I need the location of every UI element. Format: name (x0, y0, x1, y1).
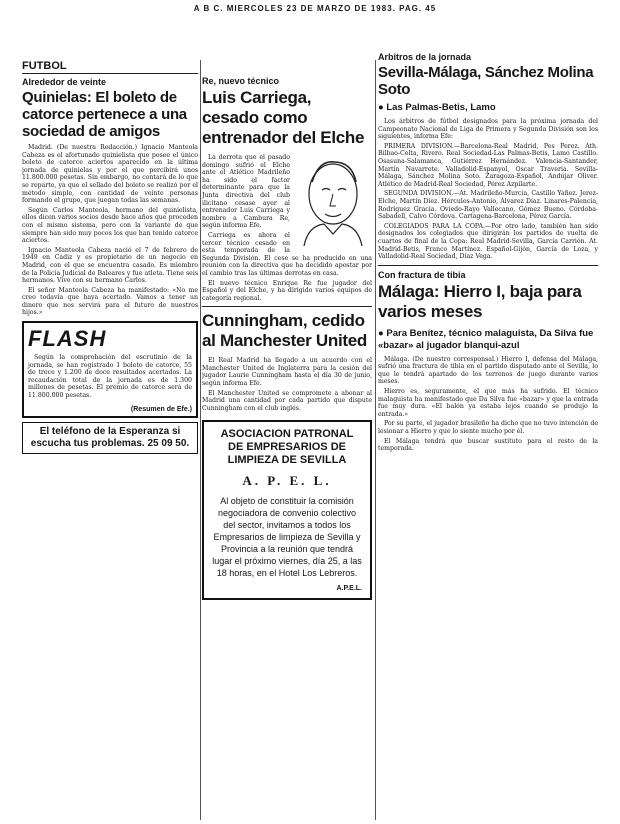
phone-notice: El teléfono de la Esperanza si escucha tus problemas. 25 09 50. (22, 422, 198, 454)
article-paragraph: El señor Manteola Cabeza ha manifestado: «No me creo todavía que haya acertado. Vamos a tener un dinero que nos servirá para el futuro de nuestros hijos.» (22, 286, 198, 317)
article-paragraph: Por su parte, el jugador brasileño ha dicho que no tuvo intención de lesionar a Hierro y que lo siente mucho por él. (378, 420, 598, 436)
section-title: FUTBOL (22, 60, 198, 74)
article-paragraph: El Real Madrid ha llegado a un acuerdo con el Manchester United de Inglaterra para la cesión del jugador Laurie Cunningham hasta el día 30 de junio, según informa Efe. (202, 357, 372, 388)
article-paragraph: PRIMERA DIVISION.—Barcelona-Real Madrid, Pes Perez. Ath. Bilbao-Celta, Rivero. Real Sociedad-Las Palmas-Betis, Lamo Castillo. Osasuna-Salamanca, Gutiérrez Hernández. Valencia-Santander, Martín Navarrete. Valladolid-Espanyol, Oscar Traveria. Sevilla-Málaga, Sánchez Molina Soto. Zaragoza-Español, Andújar Oliver. Atlético de Madrid-Real Sociedad, Pérez Azpilarte. (378, 142, 598, 188)
flash-sign: (Resumen de Efe.) (130, 405, 192, 413)
article-paragraph: La derrota que el pasado domingo sufrió el Elche ante el Atlético Madrileño ha sido el factor determinante para que la Junta directiva del club ilicitano cesase ayer al entrenador Luis Carriega y nombre a Cambura Re, según informa Efe. (202, 154, 290, 230)
article-paragraph: Según Carlos Manteola, hermano del quinielista, ellos dicen varios socios desde hace años que proceden con el mismo sistema, pero con la variante de que siempre han sido muy pocos los que han tenido catorce aciertos. (22, 206, 198, 245)
advertisement-box (202, 420, 372, 600)
bullet-subhead: ● Para Benítez, técnico malaguista, Da Silva fue «bazar» al jugador blanqui-azul (378, 327, 594, 351)
headline: Sevilla-Málaga, Sánchez Molina Soto (378, 64, 594, 98)
flash-text: Según la comprobación del escrutinio de la jornada, se han registrado 1 boleto de catorce, 55 de trece y 1.200 de doce resultados acertados. La recaudación total de la jornada es de 1.300 millones de pesetas. El premio de catorce será de 11.800.000 pesetas. (28, 354, 192, 400)
article-paragraph: El nuevo técnico Enrique Re fue jugador del Español y del Elche, y ha dirigido varios equipos de categoría regional. (202, 279, 372, 302)
kicker: Re, nuevo técnico (202, 76, 280, 86)
ad-title: ASOCIACION PATRONAL DE EMPRESARIOS DE LIMPIEZA DE SEVILLA (220, 428, 354, 467)
article-paragraph: COLEGIADOS PARA LA COPA.—Por otro lado, también han sido designados los colegiados que dirigirán los partidos de vuelta de cuartos de final de la Copa: Real Madrid-Sevilla, García Carrión. At. Madrid-Betis, Franco Martínez. Español-Gijón, García de Loza, y Valladolid-Real Sociedad, Díaz Vega. (378, 222, 598, 261)
headline: Málaga: Hierro I, baja para varios meses (378, 281, 582, 321)
article-paragraph: Ignacio Manteola Cabeza nació el 7 de febrero de 1949 en Cádiz y es propietario de un negocio en Madrid, con el que se encuentra casado. Es miembro de la Policía Judicial de Baleares y fue atleta. Tiene seis hermanos. Vive con su hermano Carlos. (22, 246, 198, 285)
divider (202, 306, 372, 307)
column-rule (375, 60, 376, 820)
kicker: Arbitros de la jornada (378, 52, 472, 62)
portrait-drawing (294, 154, 372, 246)
article-paragraph: Málaga. (De nuestro corresponsal.) Hierro I, defensa del Málaga, sufrió una fractura de tibia en el partido disputado ante el Sevilla, lo que le tendrá apartado de los terrenos de juego durante varios meses. (378, 355, 598, 386)
flash-box (22, 321, 198, 418)
column-rule (200, 60, 201, 820)
column-left (22, 60, 198, 820)
column-right (378, 50, 598, 820)
article-paragraph: Carriega es ahora el tercer técnico cesado en esta temporada de la Segunda División. El cese se ha producido en una reunión con la directiva que ha decidido apostar por el cambio tras las últimas derrotas en casa. (202, 231, 372, 277)
kicker: Alrededor de veinte (22, 77, 107, 87)
ad-body: Al objeto de constituir la comisión negociadora de convenio colectivo del sector, invitamos a todos los Empresarios de limpieza de Sevilla y Provincia a la reunión que tendrá lugar el próximo viernes, día 25, a las 18 horas, en el Hotel Los Lebreros. (212, 496, 362, 579)
page-header: A B C. MIERCOLES 23 DE MARZO DE 1983. PAG. 45 (193, 4, 437, 13)
divider (378, 265, 598, 266)
kicker: Con fractura de tibia (378, 269, 466, 280)
bullet-subhead: ● Las Palmas-Betis, Lamo (378, 102, 496, 113)
article-paragraph: Hierro es, seguramente, el que más ha sufrido. El técnico malaguista ha manifestado que Da Silva fue «bazar» y que la entrada fue muy dura. «El balón ya estaba lejos cuando se produjo la entrada.» (378, 388, 598, 418)
headline: Quinielas: El boleto de catorce pertenece a una sociedad de amigos (22, 89, 187, 140)
article-paragraph: El Málaga tendrá que buscar sustituto para el resto de la temporada. (378, 437, 598, 453)
article-paragraph: Los árbitros de fútbol designados para la próxima jornada del Campeonato Nacional de Liga de Primera y Segunda División son los siguientes, informa Efe: (378, 118, 598, 141)
article-paragraph: El Manchester United se compromete a abonar al Madrid una cantidad por cada partido que dispute Cunningham con el club inglés. (202, 389, 372, 412)
ad-acronym: A. P. E. L. (242, 473, 332, 489)
headline: Luis Carriega, cesado como entrenador del Elche (202, 88, 365, 147)
article-paragraph: SEGUNDA DIVISION.—At. Madrileño-Murcia, Castillo Yañez. Jerez-Elche, Martín Díez. Hércules-Antonio, Álvarez Díaz. Linares-Palencia, Rodríguez Gracia. Oviedo-Rayo Vallecano, Gómez Bueno. Córdoba-Sabadell, Calvo Córdova. Cartagena-Barcelona, Pérez García. (378, 190, 598, 221)
flash-title: FLASH (28, 326, 107, 352)
headline: Cunningham, cedido al Manchester United (202, 311, 367, 351)
column-middle (202, 74, 372, 816)
article-paragraph: Madrid. (De nuestra Redacción.) Ignacio Manteola Cabeza es el afortunado quinielista que posee el único boleto de catorce aciertos aparecido en la última jornada de quinielas y por el que percibirá unos 11.800.000 pesetas. Sin embargo, no contará de lo que se reparte, ya que el sellado del boleto se realizó por el método simple, con cantidad de veinte personas formando el grupo, que juegan todas las semanas. (22, 144, 198, 205)
ad-sign: A.P.E.L. (336, 585, 362, 593)
